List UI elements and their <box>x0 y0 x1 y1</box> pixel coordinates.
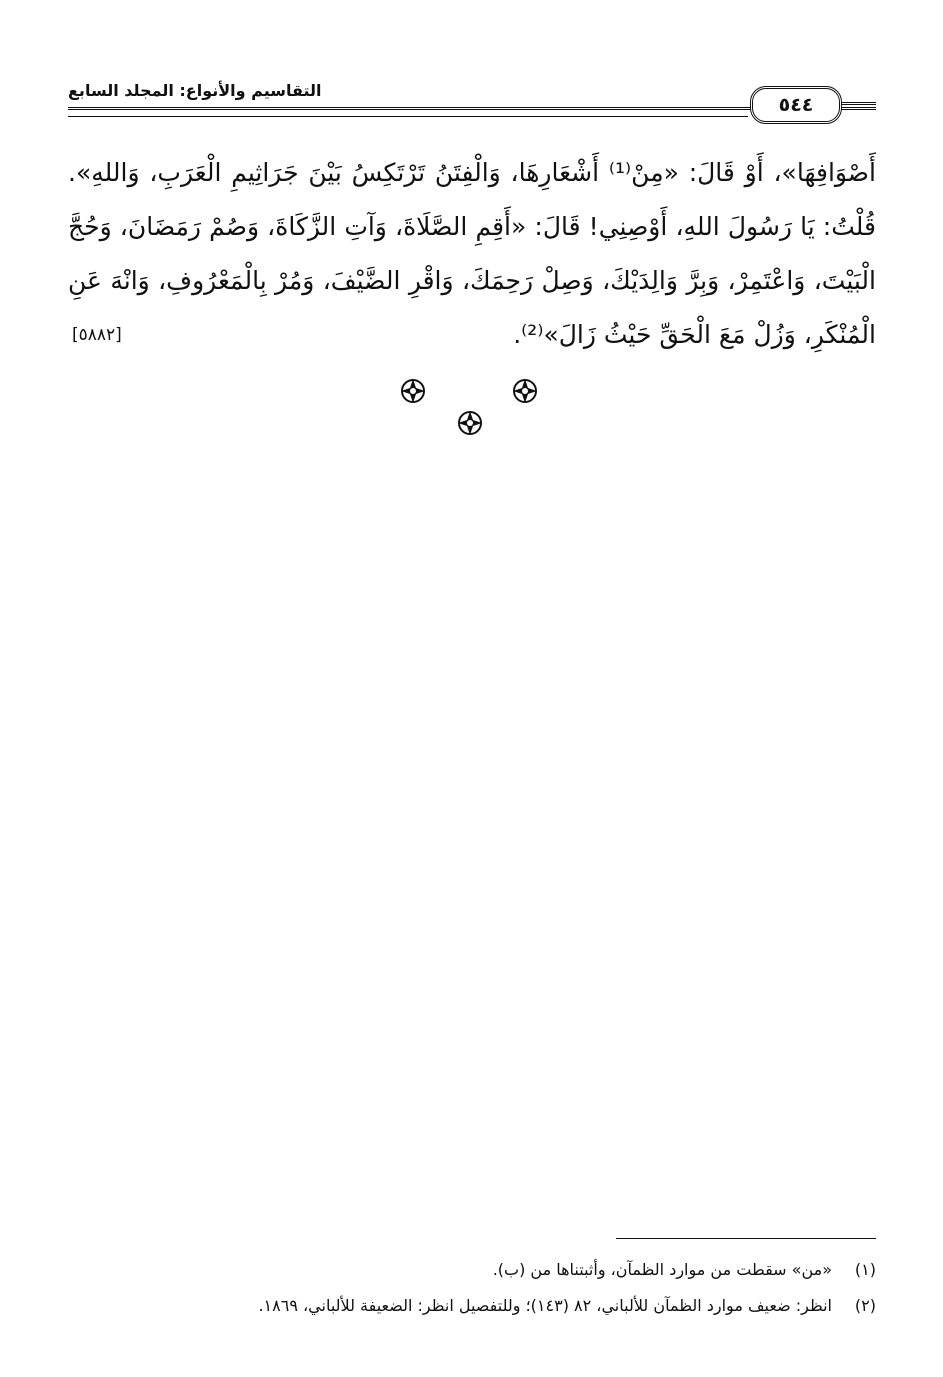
floral-ornament-icon <box>400 378 426 404</box>
footnote-1 <box>68 1252 876 1288</box>
floral-ornament-icon <box>457 410 483 436</box>
section-ornaments <box>390 378 550 438</box>
page-header <box>68 76 876 122</box>
floral-ornament-icon <box>512 378 538 404</box>
footnotes <box>68 1252 876 1324</box>
header-thin-rule <box>68 116 748 117</box>
page-number-frame <box>750 86 842 124</box>
hadith-paragraph <box>68 146 876 362</box>
footnote-text: انظر: ضعيف موارد الظمآن للألباني، ٨٢ (١٤٣)؛ وللتفصيل انظر: الضعيفة للألباني، ١٨٦٩. <box>258 1296 832 1315</box>
footnote-number: (٢) <box>854 1296 876 1315</box>
running-title: التقاسيم والأنواع: المجلد السابع <box>68 81 322 100</box>
footnote-separator <box>616 1238 876 1239</box>
footnote-text: «من» سقطت من موارد الظمآن، وأثبتناها من (ب). <box>492 1260 832 1279</box>
page-number: ٥٤٤ <box>778 94 814 116</box>
header-rule-tail <box>840 102 876 105</box>
main-text <box>68 146 876 362</box>
hadith-text: أَصْوَافِهَا»، أَوْ قَالَ: «مِنْ⁽¹⁾ أَشْعَارِهَا، وَالْفِتَنُ تَرْتَكِسُ بَيْنَ جَرَاثِيمِ الْعَرَبِ، وَاللهِ». قُلْتُ: يَا رَسُولَ اللهِ، أَوْصِنِي! قَالَ: «أَقِمِ الصَّلَاةَ، وَآتِ الزَّكَاةَ، وَصُمْ رَمَضَانَ، وَحُجَّ الْبَيْتَ، وَاعْتَمِرْ، وَبِرَّ وَالِدَيْكَ، وَصِلْ رَحِمَكَ، وَاقْرِ الضَّيْفَ، وَمُرْ بِالْمَعْرُوفِ، وَانْهَ عَنِ الْمُنْكَرِ، وَزُلْ مَعَ الْحَقِّ حَيْثُ زَالَ»⁽²⁾. <box>68 158 876 349</box>
hadith-number: [٥٨٨٢] <box>72 325 122 345</box>
footnote-2 <box>68 1288 876 1324</box>
footnote-number: (١) <box>854 1260 876 1279</box>
